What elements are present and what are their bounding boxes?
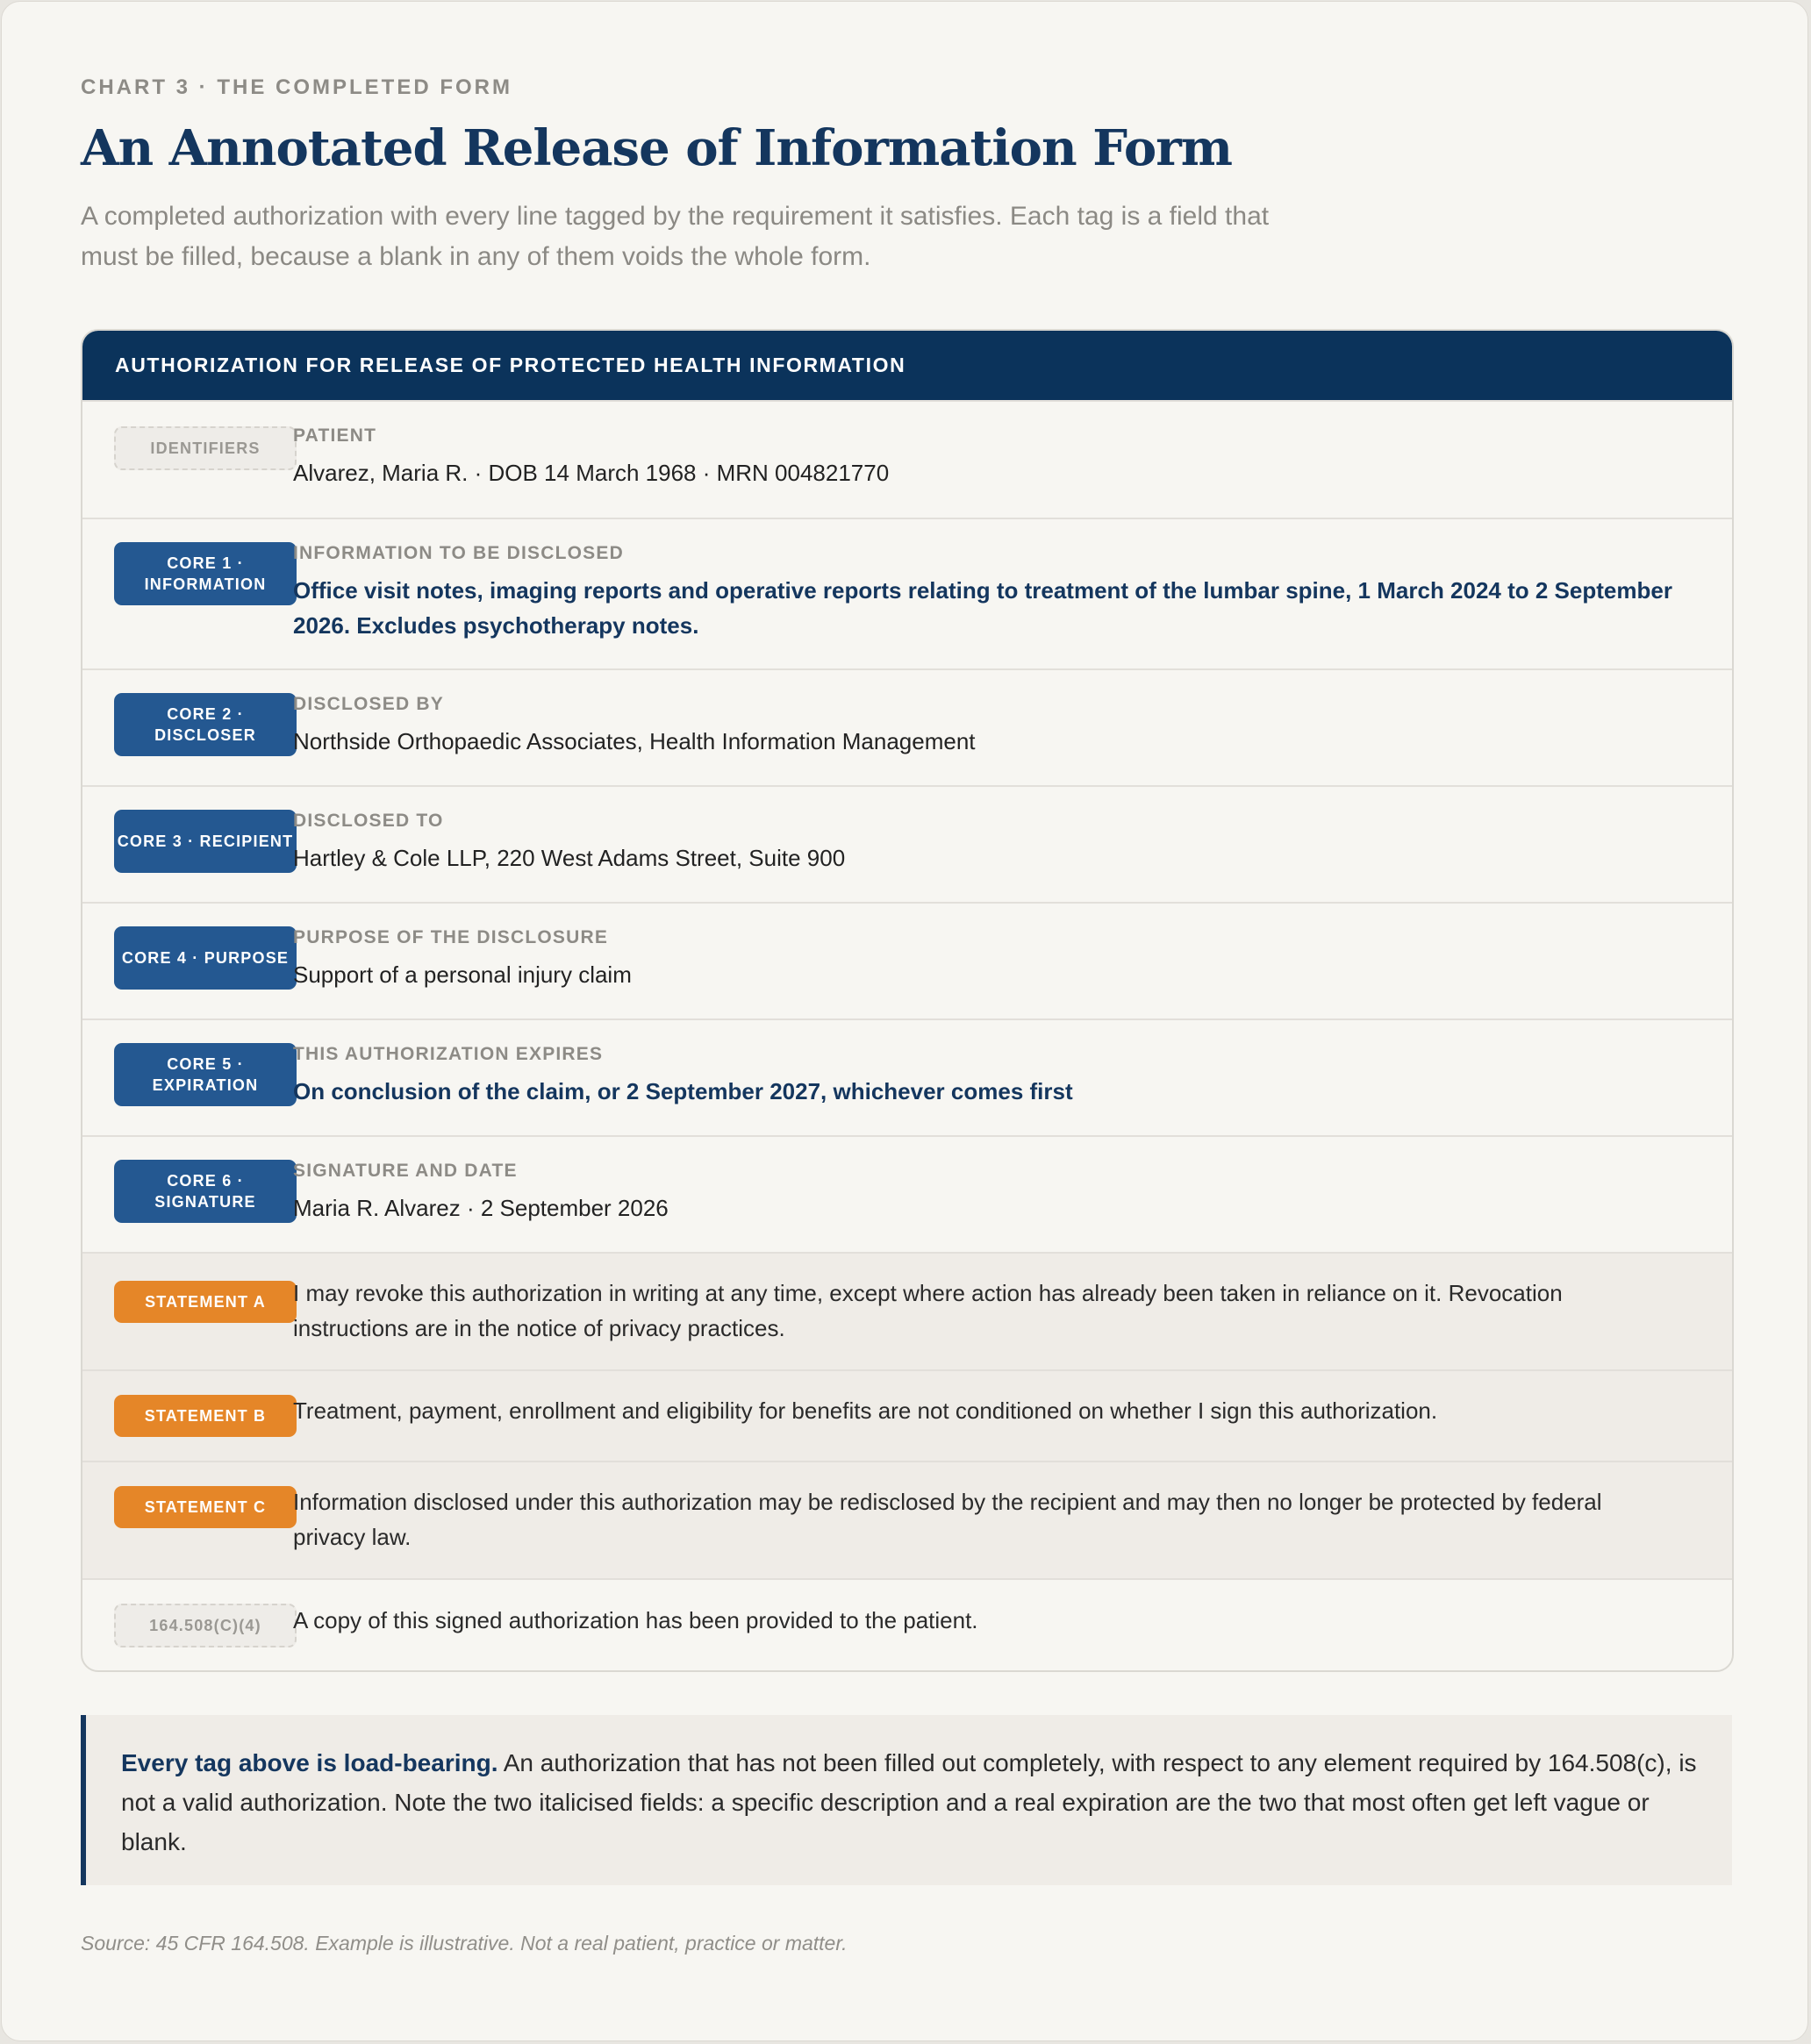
recipient-value: Hartley & Cole LLP, 220 West Adams Street, Suite 900 (293, 845, 846, 871)
core-6-tag: CORE 6 · SIGNATURE (114, 1160, 297, 1223)
source-note: Source: 45 CFR 164.508. Example is illustrative. Not a real patient, practice or matter. (81, 1932, 848, 1955)
purpose-value: Support of a personal injury claim (293, 961, 632, 988)
form-row-discloser (82, 668, 1732, 785)
information-value: Office visit notes, imaging reports and operative reports relating to treatment of the lumbar spine, 1 March 2024 to 2 September 2026. Excludes psychotherapy notes. (293, 577, 1672, 639)
form-header: AUTHORIZATION FOR RELEASE OF PROTECTED HEALTH INFORMATION (82, 331, 1732, 400)
copy-provided-text: A copy of this signed authorization has been provided to the patient. (293, 1607, 978, 1633)
form-row-copy-provided (82, 1578, 1732, 1670)
discloser-value: Northside Orthopaedic Associates, Health Information Management (293, 728, 976, 754)
field-label: INFORMATION TO BE DISCLOSED (293, 543, 624, 563)
statement-c-tag: STATEMENT C (114, 1486, 297, 1528)
field-label: PURPOSE OF THE DISCLOSURE (293, 927, 609, 947)
core-4-tag: CORE 4 · PURPOSE (114, 926, 297, 990)
field-label: THIS AUTHORIZATION EXPIRES (293, 1044, 604, 1064)
form-row-statement-b (82, 1369, 1732, 1461)
form-row-recipient (82, 785, 1732, 902)
form-row-statement-a (82, 1252, 1732, 1369)
form-row-expiration (82, 1018, 1732, 1135)
core-5-tag: CORE 5 · EXPIRATION (114, 1043, 297, 1106)
page-title: An Annotated Release of Information Form (81, 119, 1233, 177)
statement-c-text: Information disclosed under this authorization may be redisclosed by the recipient and may then no longer be protected by federal privacy law. (293, 1489, 1602, 1550)
expiration-value: On conclusion of the claim, or 2 September 2027, whichever comes first (293, 1078, 1073, 1104)
signature-value: Maria R. Alvarez · 2 September 2026 (293, 1195, 669, 1221)
statement-a-tag: STATEMENT A (114, 1281, 297, 1323)
identifiers-tag: IDENTIFIERS (114, 426, 297, 470)
callout-lead: Every tag above is load-bearing. (121, 1749, 498, 1776)
field-label: DISCLOSED BY (293, 694, 444, 714)
callout-body: An authorization that has not been filled out completely, with respect to any element required by 164.508(c), is not a valid authorization. Note the two italicised fields: a specific description and a real expiration are the two that most often get left vague or blank. (121, 1749, 1697, 1855)
authorization-form (81, 329, 1734, 1672)
core-3-tag: CORE 3 · RECIPIENT (114, 810, 297, 873)
statement-b-tag: STATEMENT B (114, 1395, 297, 1437)
field-label: DISCLOSED TO (293, 811, 444, 831)
field-label: SIGNATURE AND DATE (293, 1161, 518, 1181)
form-row-information (82, 518, 1732, 668)
statement-a-text: I may revoke this authorization in writing at any time, except where action has already been taken in reliance on it. Revocation instructions are in the notice of privacy practices. (293, 1280, 1563, 1341)
statement-b-text: Treatment, payment, enrollment and eligibility for benefits are not conditioned on whether I sign this authorization. (293, 1397, 1438, 1424)
form-row-purpose (82, 902, 1732, 1018)
eyebrow: CHART 3 · THE COMPLETED FORM (81, 75, 512, 99)
page-card (1, 1, 1808, 2041)
form-row-signature (82, 1135, 1732, 1252)
form-row-patient (82, 400, 1732, 518)
field-label: PATIENT (293, 425, 377, 446)
callout-note (81, 1715, 1732, 1885)
core-2-tag: CORE 2 · DISCLOSER (114, 693, 297, 756)
patient-value: Alvarez, Maria R. · DOB 14 March 1968 · MRN 004821770 (293, 460, 890, 486)
regulation-tag: 164.508(C)(4) (114, 1604, 297, 1647)
core-1-tag: CORE 1 · INFORMATION (114, 542, 297, 605)
form-row-statement-c (82, 1461, 1732, 1578)
page-subtitle: A completed authorization with every line tagged by the requirement it satisfies. Each tag is a field that must be filled, because a blank in any of them voids the whole form. (81, 202, 1270, 271)
